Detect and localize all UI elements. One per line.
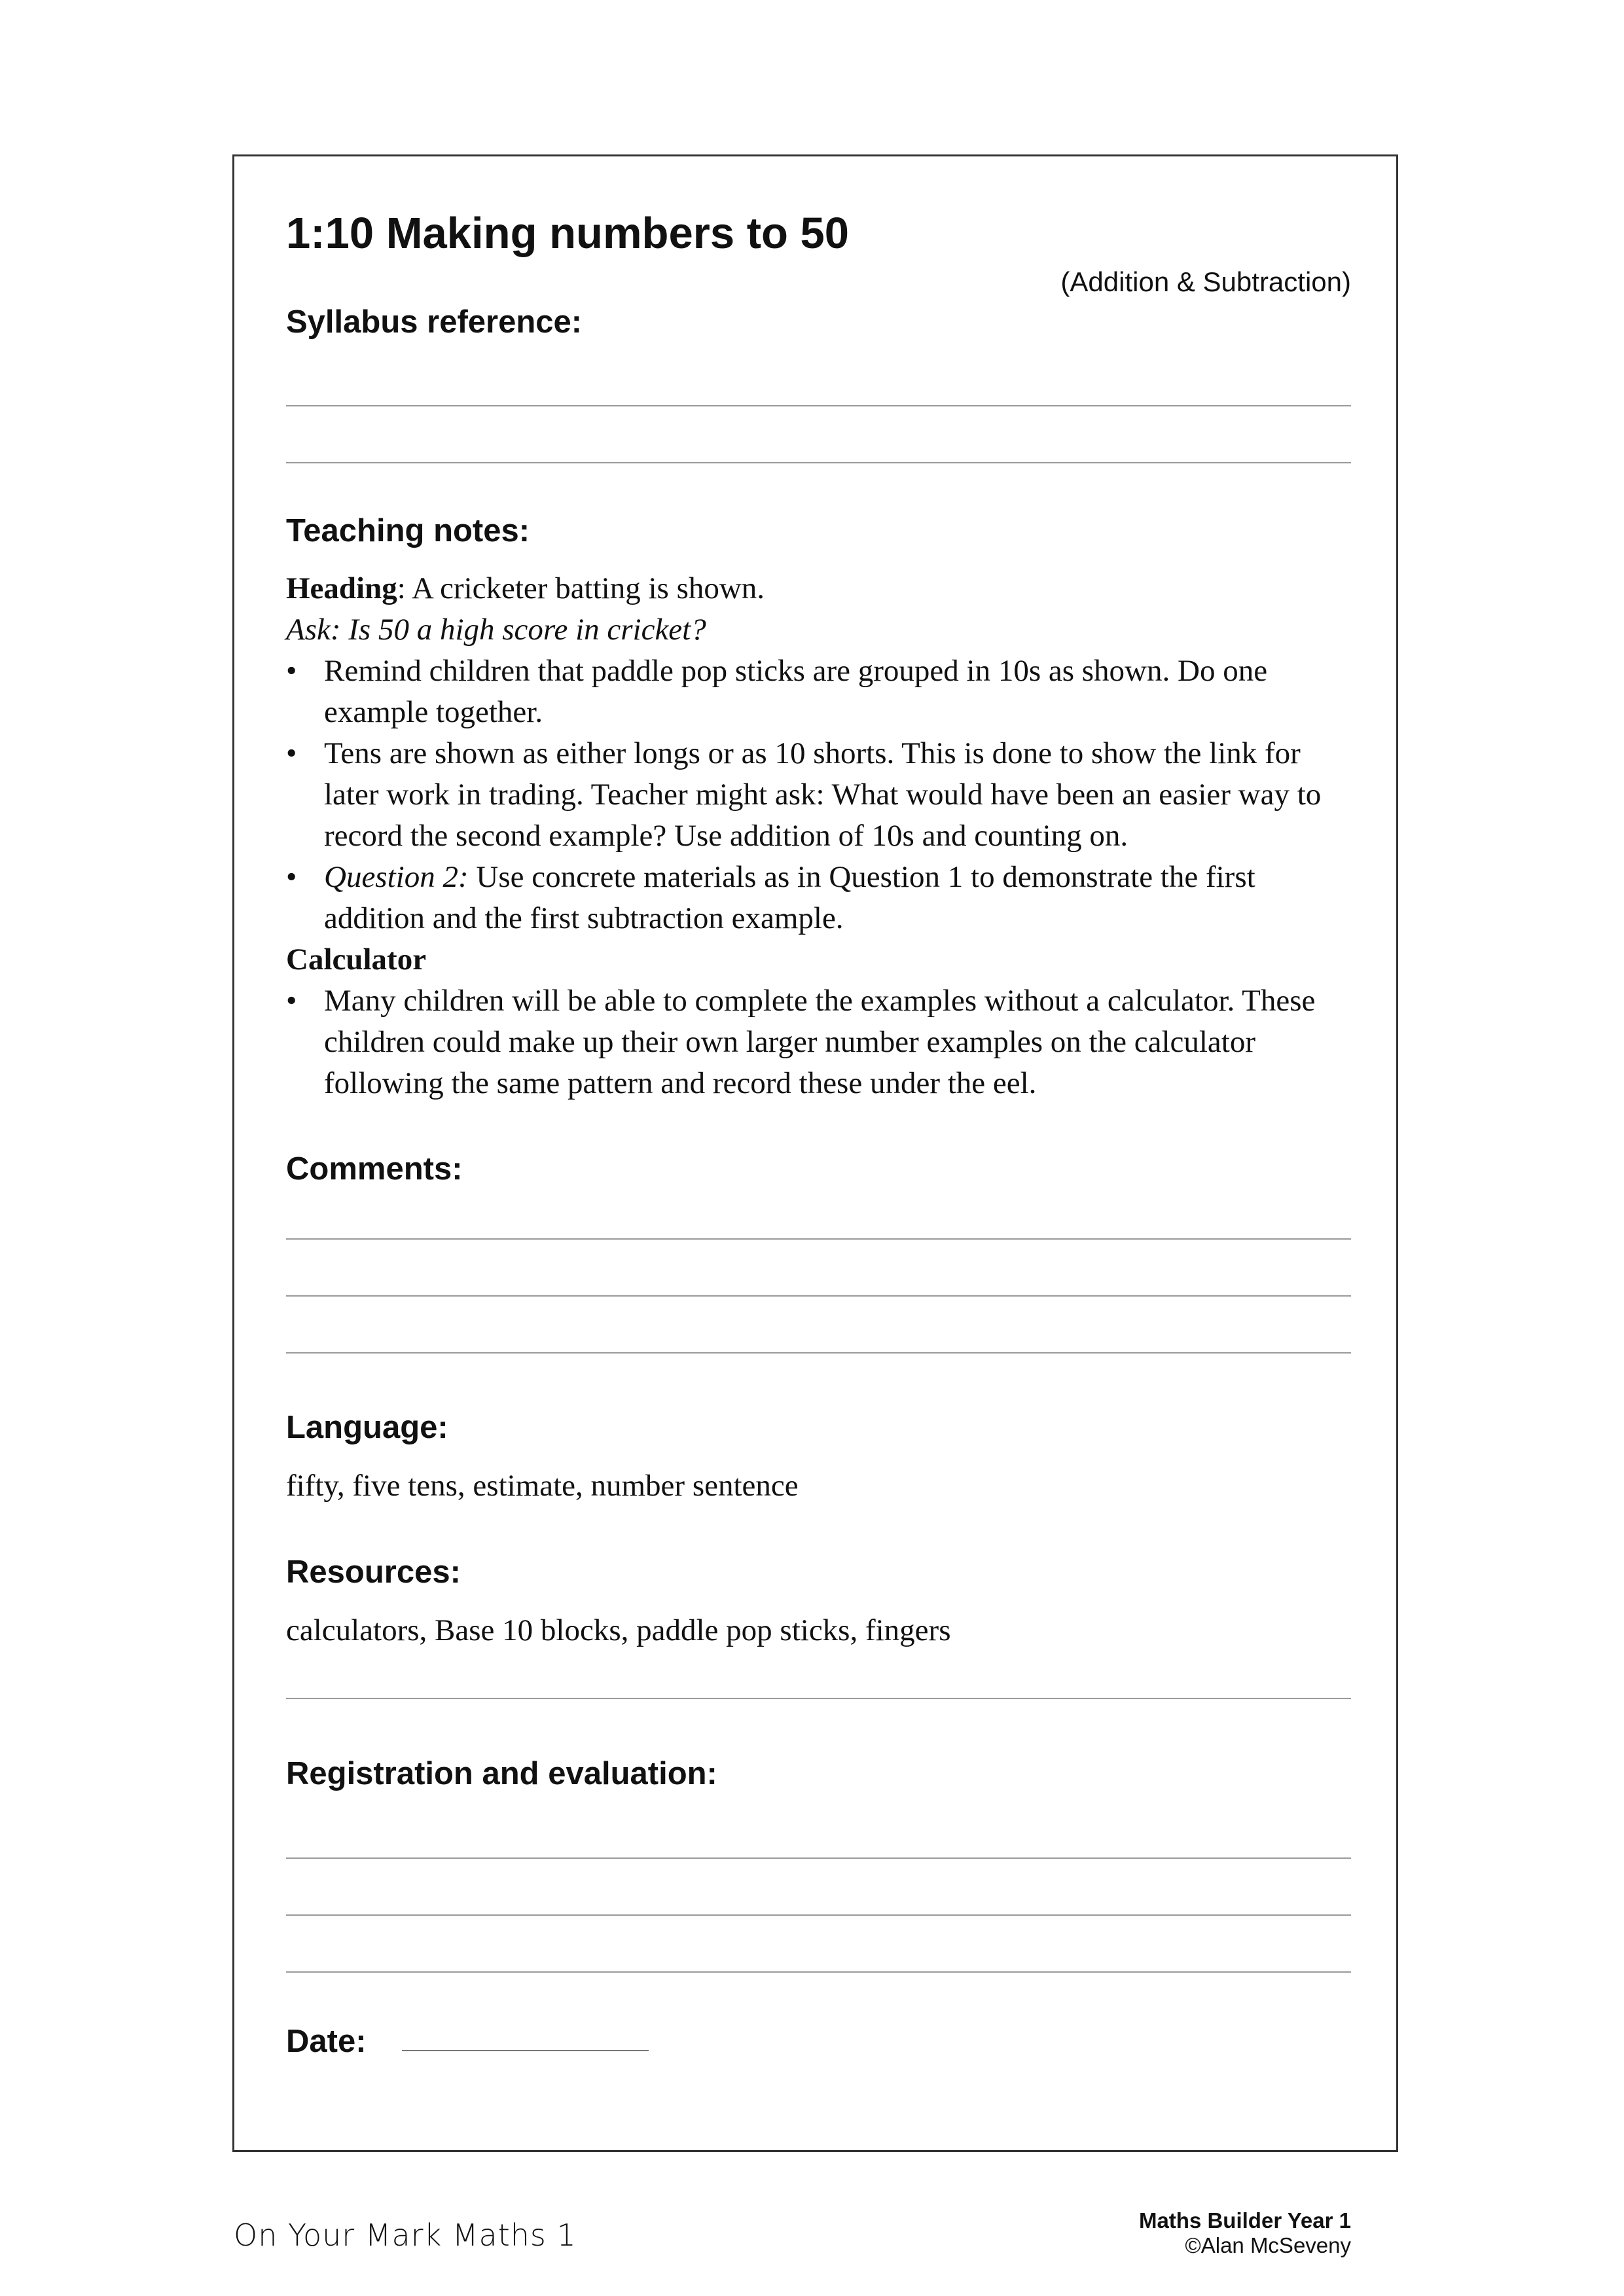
heading-note <box>286 568 1360 609</box>
footer-book-title: Maths Builder Year 1 <box>1138 2208 1351 2233</box>
list-item <box>286 857 1360 939</box>
footer-series-name: On Your Mark Maths 1 <box>234 2217 577 2253</box>
teaching-notes-body <box>286 568 1360 1104</box>
comments-line-3 <box>286 1352 1351 1354</box>
bullet-icon: • <box>286 984 297 1018</box>
ask-note-text: Ask: Is 50 a high score in cricket? <box>286 613 706 647</box>
comments-heading: Comments: <box>286 1151 463 1187</box>
registration-line-2 <box>286 1914 1351 1916</box>
bullet-icon: • <box>286 654 297 688</box>
language-heading: Language: <box>286 1410 448 1445</box>
syllabus-heading: Syllabus reference: <box>286 304 583 340</box>
bullet-text-3: Use concrete materials as in Question 1 to demonstrate the first addition and the first subtraction example. <box>324 860 1255 935</box>
bullet-icon: • <box>286 736 297 770</box>
bullet-text-1: Remind children that paddle pop sticks are grouped in 10s as shown. Do one example together. <box>324 654 1268 729</box>
language-text: fifty, five tens, estimate, number sentence <box>286 1469 799 1503</box>
strand-subtitle: (Addition & Subtraction) <box>1060 266 1351 297</box>
footer-copyright: ©Alan McSeveny <box>1185 2233 1351 2257</box>
list-item <box>286 651 1360 733</box>
registration-line-1 <box>286 1857 1351 1859</box>
bullet-text-2: Tens are shown as either longs or as 10 shorts. This is done to show the link for later work in trading. Teacher might ask: What would have been an easier way to record the second example? Use addition of 10s and counting on. <box>324 736 1322 853</box>
date-label: Date: <box>286 2024 367 2059</box>
list-item <box>286 733 1360 857</box>
heading-note-label: Heading <box>286 571 397 605</box>
bullet-icon: • <box>286 860 297 894</box>
comments-line-2 <box>286 1295 1351 1297</box>
bullet-3-label: Question 2: <box>324 860 469 894</box>
resources-text: calculators, Base 10 blocks, paddle pop sticks, fingers <box>286 1613 951 1647</box>
heading-note-text: : A cricketer batting is shown. <box>397 571 765 605</box>
registration-heading: Registration and evaluation: <box>286 1756 717 1791</box>
registration-line-3 <box>286 1971 1351 1973</box>
calculator-subheading <box>286 939 1360 980</box>
syllabus-line-1 <box>286 405 1351 406</box>
page-title: 1:10 Making numbers to 50 <box>286 209 850 258</box>
calculator-subheading-text: Calculator <box>286 942 427 977</box>
list-item <box>286 980 1360 1104</box>
ask-note <box>286 609 1360 651</box>
syllabus-line-2 <box>286 462 1351 463</box>
resources-line <box>286 1698 1351 1699</box>
teaching-notes-heading: Teaching notes: <box>286 513 530 548</box>
comments-line-1 <box>286 1238 1351 1240</box>
resources-heading: Resources: <box>286 1554 461 1590</box>
bullet-text-4: Many children will be able to complete the examples without a calculator. These children could make up their own larger number examples on the calculator following the same pattern and record these under the eel. <box>324 984 1316 1100</box>
date-field-line <box>402 2050 649 2051</box>
